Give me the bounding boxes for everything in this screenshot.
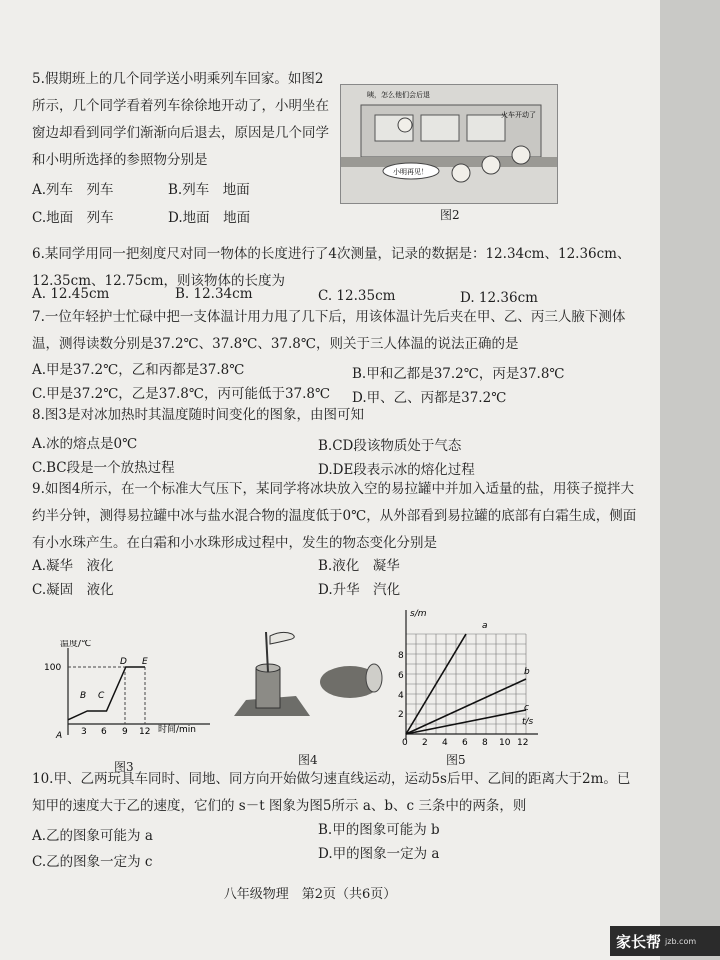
question-9: 9.如图4所示，在一个标准大气压下，某同学将冰块放入空的易拉罐中并加入适量的盐，用筷子搅拌大约半分钟，测得易拉罐中冰与盐水混合物的温度低于0℃，从外部看到易拉罐的底部有白霜生成，侧面有小水珠产生。在白霜和小水珠形成过程中，发生的物态变化分别是 bbox=[32, 481, 637, 551]
figure-2-illustration bbox=[340, 84, 558, 204]
q8-option-b: B.CD段该物质处于气态 bbox=[318, 438, 462, 454]
fig3-xtick-12: 12 bbox=[139, 727, 151, 737]
fig5-grid bbox=[406, 634, 526, 734]
q5-option-d: D.地面 地面 bbox=[168, 210, 251, 226]
q7-option-d: D.甲、乙、丙都是37.2℃ bbox=[352, 390, 507, 406]
q5-option-a: A.列车 列车 bbox=[32, 182, 114, 198]
q8-option-c: C.BC段是一个放热过程 bbox=[32, 460, 175, 476]
q9-option-d: D.升华 汽化 bbox=[318, 582, 401, 598]
fig3-point-d: D bbox=[120, 657, 127, 667]
fig5-xlabel: t/s bbox=[522, 717, 534, 727]
fig5-xtick-12: 12 bbox=[517, 738, 529, 748]
q8-option-d: D.DE段表示冰的熔化过程 bbox=[318, 462, 475, 478]
fig5-ytick-6: 6 bbox=[398, 671, 404, 681]
q7-option-a: A.甲是37.2℃，乙和丙都是37.8℃ bbox=[32, 362, 245, 378]
fig5-label-b: b bbox=[524, 667, 530, 677]
fig2-bubble-bottom: 小明再见！ bbox=[393, 168, 428, 176]
figure-3-caption: 图3 bbox=[114, 760, 134, 774]
fig5-xtick-8: 8 bbox=[482, 738, 488, 748]
q5-option-b: B.列车 地面 bbox=[168, 182, 250, 198]
fig5-label-c: c bbox=[524, 703, 529, 713]
fig5-xtick-6: 6 bbox=[462, 738, 468, 748]
q6-option-c: C. 12.35cm bbox=[318, 288, 396, 304]
question-8: 8.图3是对冰加热时其温度随时间变化的图象，由图可知 bbox=[32, 407, 364, 423]
fig5-xtick-2: 2 bbox=[422, 738, 428, 748]
fig3-xtick-6: 6 bbox=[101, 727, 107, 737]
q9-option-b: B.液化 凝华 bbox=[318, 558, 400, 574]
fig5-ytick-4: 4 bbox=[398, 691, 404, 701]
q10-option-b: B.甲的图象可能为 b bbox=[318, 822, 440, 838]
fig5-label-a: a bbox=[482, 621, 488, 631]
watermark-url: jzb.com bbox=[665, 936, 697, 946]
q10-option-a: A.乙的图象可能为 a bbox=[32, 828, 153, 844]
q5-option-c: C.地面 列车 bbox=[32, 210, 114, 226]
fig2-bubble-right: 火车开动了 bbox=[501, 111, 536, 119]
watermark-text: 家长帮 bbox=[616, 932, 662, 951]
figure-5-chart bbox=[392, 604, 542, 754]
fig5-xtick-10: 10 bbox=[499, 738, 511, 748]
figure-5-caption: 图5 bbox=[446, 753, 466, 767]
question-7: 7.一位年轻护士忙碌中把一支体温计用力甩了几下后，用该体温计先后夹在甲、乙、丙三人腋下测体温，测得读数分别是37.2℃、37.8℃、37.8℃，则关于三人体温的说法正确的是 bbox=[32, 309, 626, 352]
fig3-point-a: A bbox=[56, 731, 63, 740]
q6-option-d: D. 12.36cm bbox=[460, 290, 538, 306]
fig2-bubble-top: 咦，怎么他们会后退 bbox=[367, 91, 430, 99]
q9-option-a: A.凝华 液化 bbox=[32, 558, 114, 574]
figure-4-illustration bbox=[226, 626, 396, 726]
page-footer: 八年级物理 第2页（共6页） bbox=[223, 887, 397, 902]
fig3-xtick-9: 9 bbox=[122, 727, 128, 737]
figure-4-caption: 图4 bbox=[298, 753, 318, 767]
q6-option-a: A. 12.45cm bbox=[32, 286, 110, 302]
q7-option-c: C.甲是37.2℃，乙是37.8℃，丙可能低于37.8℃ bbox=[32, 386, 331, 402]
fig5-xtick-0: 0 bbox=[402, 738, 408, 748]
fig3-xtick-3: 3 bbox=[81, 727, 87, 737]
fig3-point-b: B bbox=[80, 691, 87, 701]
fig5-ylabel: s/m bbox=[410, 609, 427, 619]
figure-2-caption: 图2 bbox=[440, 208, 460, 222]
watermark-logo bbox=[610, 926, 720, 956]
question-5: 5.假期班上的几个同学送小明乘列车回家。如图2所示，几个同学看着列车徐徐地开动了，小明坐在窗边却看到同学们渐渐向后退去，原因是几个同学和小明所选择的参照物分别是 bbox=[32, 71, 329, 168]
fig3-xlabel: 时间/min bbox=[158, 725, 197, 735]
q9-option-c: C.凝固 液化 bbox=[32, 582, 114, 598]
q6-option-b: B. 12.34cm bbox=[175, 286, 253, 302]
question-6: 6.某同学用同一把刻度尺对同一物体的长度进行了4次测量，记录的数据是：12.34cm、12.36cm、12.35cm、12.75cm，则该物体的长度为 bbox=[32, 246, 631, 289]
fig3-point-e: E bbox=[142, 657, 148, 667]
q8-option-a: A.冰的熔点是0℃ bbox=[32, 436, 138, 452]
fig5-ytick-8: 8 bbox=[398, 651, 404, 661]
fig3-ylabel: 温度/℃ bbox=[60, 640, 92, 649]
question-10: 10.甲、乙两玩具车同时、同地、同方向开始做匀速直线运动，运动5s后甲、乙间的距离大于2m。已知甲的速度大于乙的速度，它们的 s－t 图象为图5所示 a、b、c 三条中的两条，则 bbox=[32, 771, 631, 814]
fig3-ytick-100: 100 bbox=[44, 663, 62, 673]
q10-option-c: C.乙的图象一定为 c bbox=[32, 854, 153, 870]
fig3-point-c: C bbox=[98, 691, 105, 701]
background-edge bbox=[660, 0, 720, 960]
q7-option-b: B.甲和乙都是37.2℃，丙是37.8℃ bbox=[352, 366, 565, 382]
figure-3-chart bbox=[40, 640, 220, 740]
fig5-xtick-4: 4 bbox=[442, 738, 448, 748]
q10-option-d: D.甲的图象一定为 a bbox=[318, 846, 440, 862]
fig5-ytick-2: 2 bbox=[398, 710, 404, 720]
